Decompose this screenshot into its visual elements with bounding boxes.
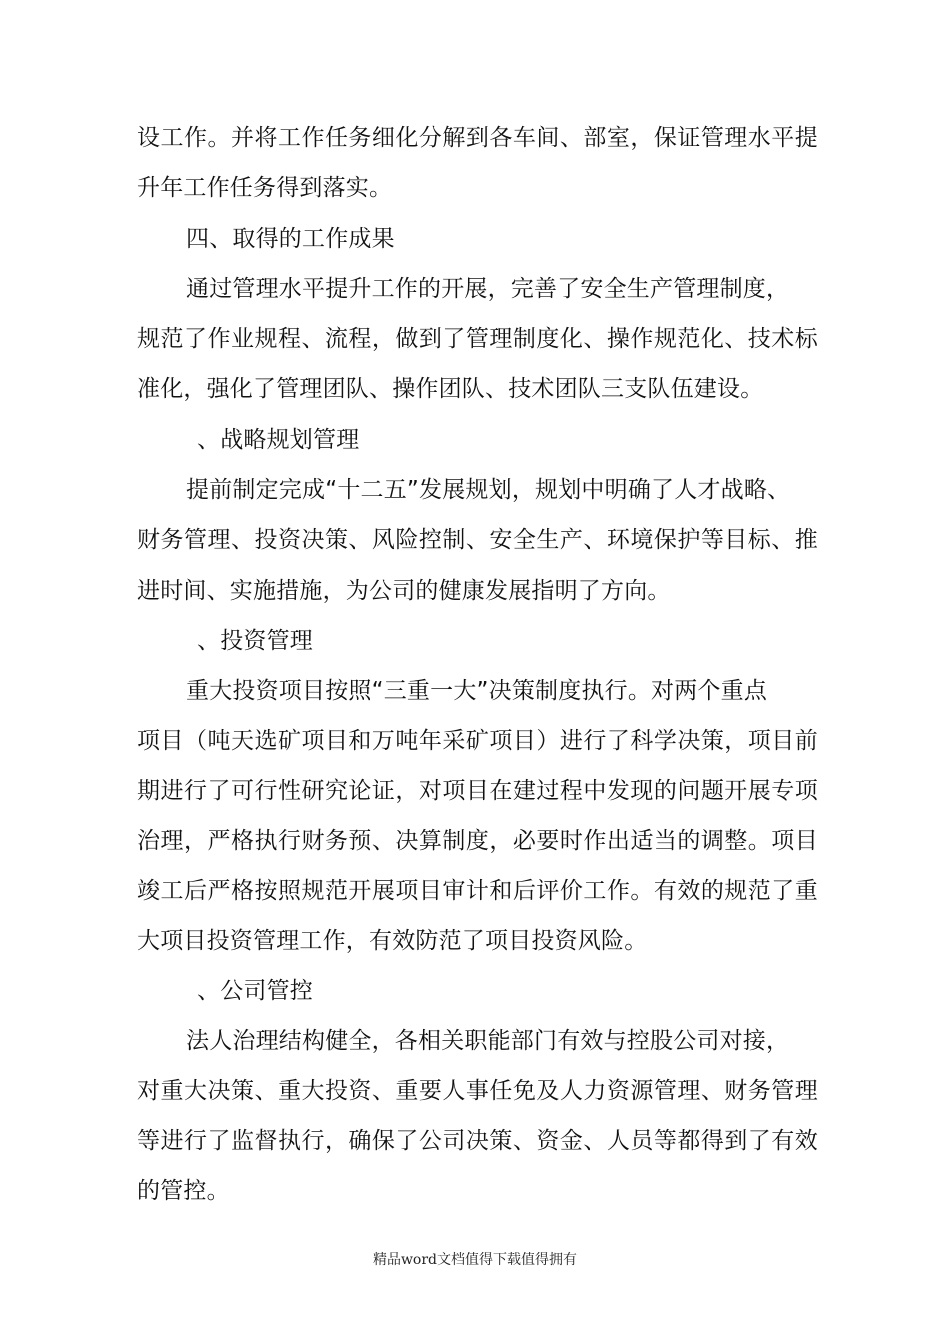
paragraph-line: 设工作。并将工作任务细化分解到各车间、部室，保证管理水平提 bbox=[137, 125, 818, 151]
paragraph-line: 准化，强化了管理团队、操作团队、技术团队三支队伍建设。 bbox=[137, 376, 764, 402]
paragraph-line: 法人治理结构健全，各相关职能部门有效与控股公司对接， bbox=[186, 1028, 790, 1054]
section-heading: 四、取得的工作成果 bbox=[186, 226, 395, 252]
paragraph-line: 升年工作任务得到落实。 bbox=[137, 175, 393, 201]
paragraph-line: 竣工后严格按照规范开展项目审计和后评价工作。有效的规范了重 bbox=[137, 878, 818, 904]
paragraph-line: 规范了作业规程、流程，做到了管理制度化、操作规范化、技术标 bbox=[137, 326, 818, 352]
paragraph-line: 大项目投资管理工作，有效防范了项目投资风险。 bbox=[137, 928, 648, 954]
paragraph-line: 治理，严格执行财务预、决算制度，必要时作出适当的调整。项目 bbox=[137, 828, 818, 854]
paragraph-line: 项目（吨天选矿项目和万吨年采矿项目）进行了科学决策，项目前 bbox=[137, 728, 818, 754]
paragraph-line: 进时间、实施措施，为公司的健康发展指明了方向。 bbox=[137, 578, 671, 604]
paragraph-line: 财务管理、投资决策、风险控制、安全生产、环境保护等目标、推 bbox=[137, 527, 818, 553]
paragraph-line: 的管控。 bbox=[137, 1178, 230, 1204]
subsection-heading: 、公司管控 bbox=[197, 978, 313, 1004]
subsection-heading: 、战略规划管理 bbox=[197, 427, 360, 453]
paragraph-line: 通过管理水平提升工作的开展，完善了安全生产管理制度， bbox=[186, 276, 790, 302]
paragraph-line: 对重大决策、重大投资、重要人事任免及人力资源管理、财务管理 bbox=[137, 1078, 818, 1104]
paragraph-line: 等进行了监督执行，确保了公司决策、资金、人员等都得到了有效 bbox=[137, 1128, 818, 1154]
page-footer: 精品word文档值得下载值得拥有 bbox=[372, 1252, 578, 1268]
paragraph-line: 重大投资项目按照“三重一大”决策制度执行。对两个重点 bbox=[186, 678, 768, 704]
paragraph-line: 期进行了可行性研究论证，对项目在建过程中发现的问题开展专项 bbox=[137, 778, 818, 804]
paragraph-line: 提前制定完成“十二五”发展规划，规划中明确了人才战略、 bbox=[186, 477, 791, 503]
subsection-heading: 、投资管理 bbox=[197, 628, 313, 654]
